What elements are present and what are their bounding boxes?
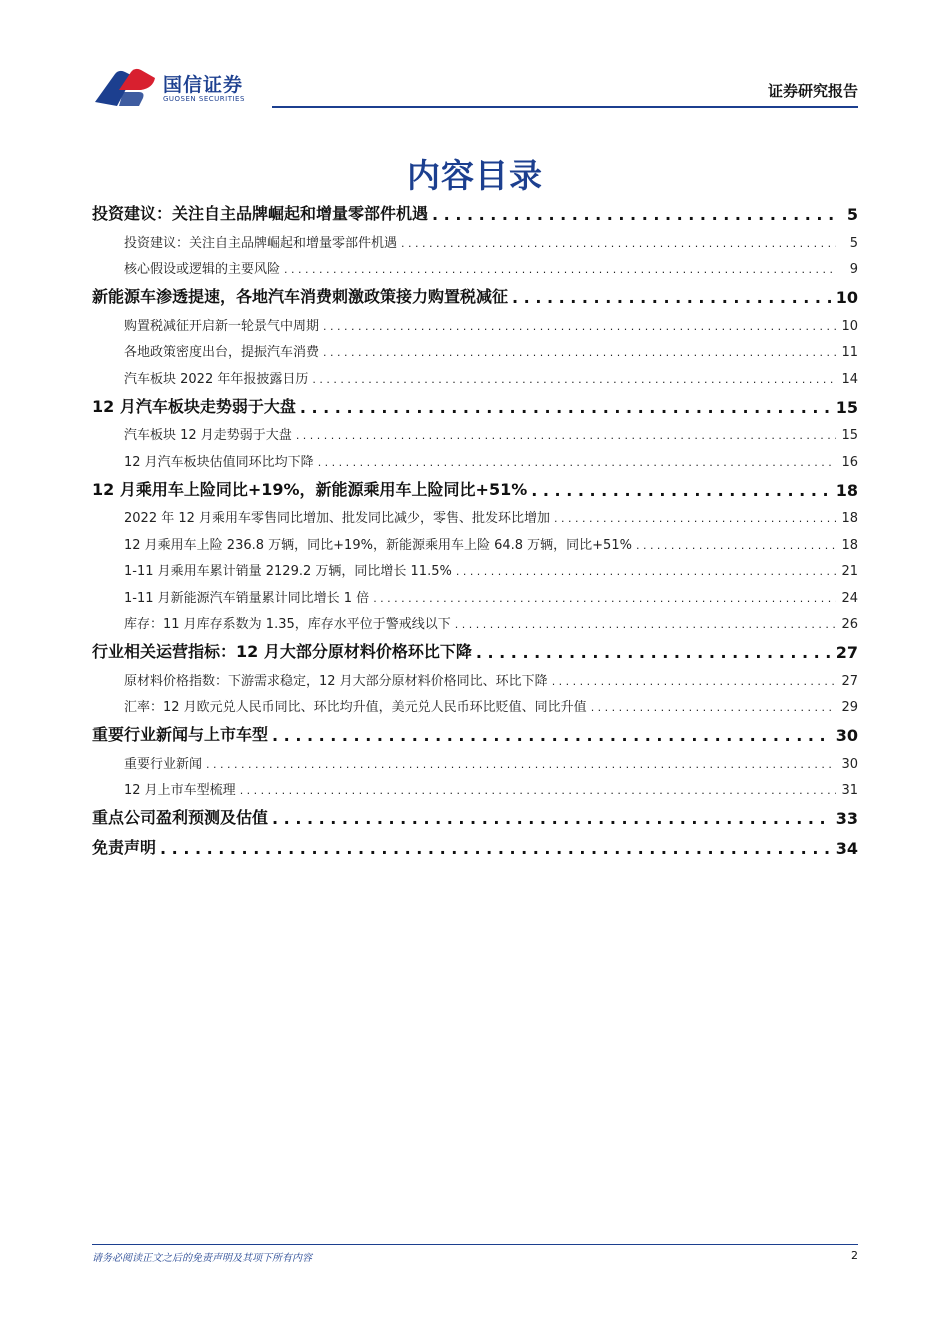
toc-entry-page: 18 bbox=[841, 511, 858, 526]
toc-entry-title: 1-11 月乘用车累计销量 2129.2 万辆，同比增长 11.5% bbox=[124, 564, 452, 579]
toc-entry-page: 15 bbox=[835, 397, 858, 417]
toc-leader-dots bbox=[531, 481, 831, 506]
table-of-contents bbox=[92, 200, 858, 864]
header-divider bbox=[272, 106, 858, 108]
toc-leader-dots bbox=[432, 205, 836, 230]
toc-entry-title: 12 月汽车板块走势弱于大盘 bbox=[92, 396, 296, 416]
toc-subsection-entry[interactable] bbox=[92, 585, 858, 612]
toc-entry-title: 原材料价格指数：下游需求稳定，12 月大部分原材料价格同比、环比下降 bbox=[124, 673, 548, 689]
toc-entry-page: 14 bbox=[841, 371, 858, 387]
toc-entry-page: 11 bbox=[841, 345, 858, 360]
toc-entry-title: 投资建议：关注自主品牌崛起和增量零部件机遇 bbox=[124, 235, 398, 251]
toc-subsection-entry[interactable] bbox=[92, 340, 858, 367]
toc-leader-dots bbox=[591, 700, 836, 721]
toc-entry-title: 12 月乘用车上险同比+19%，新能源乘用车上险同比+51% bbox=[92, 479, 528, 499]
toc-entry-page: 27 bbox=[841, 673, 858, 689]
toc-leader-dots bbox=[554, 511, 836, 532]
toc-leader-dots bbox=[455, 617, 836, 638]
toc-entry-page: 9 bbox=[849, 262, 858, 277]
toc-leader-dots bbox=[401, 236, 836, 257]
toc-subsection-entry[interactable] bbox=[92, 695, 858, 722]
toc-entry-page: 10 bbox=[835, 288, 858, 307]
toc-entry-page: 18 bbox=[835, 480, 858, 500]
logo-mark-icon bbox=[93, 66, 159, 108]
toc-leader-dots bbox=[160, 839, 832, 864]
page-number: 2 bbox=[851, 1249, 858, 1262]
toc-subsection-entry[interactable] bbox=[92, 230, 858, 257]
toc-entry-page: 33 bbox=[835, 809, 858, 828]
toc-leader-dots bbox=[284, 262, 836, 283]
footer-divider bbox=[92, 1244, 858, 1245]
toc-entry-title: 汽车板块 2022 年年报披露日历 bbox=[124, 371, 309, 387]
toc-section-entry[interactable] bbox=[92, 804, 858, 834]
toc-entry-title: 2022 年 12 月乘用车零售同比增加、批发同比减少，零售、批发环比增加 bbox=[124, 511, 551, 526]
toc-entry-page: 15 bbox=[841, 428, 858, 443]
toc-entry-page: 18 bbox=[841, 537, 858, 553]
company-logo bbox=[93, 66, 263, 110]
toc-leader-dots bbox=[240, 783, 836, 804]
toc-section-entry[interactable] bbox=[92, 200, 858, 230]
toc-entry-title: 重要行业新闻与上市车型 bbox=[92, 725, 269, 744]
toc-entry-title: 汽车板块 12 月走势弱于大盘 bbox=[124, 428, 292, 443]
toc-section-entry[interactable] bbox=[92, 283, 858, 313]
toc-subsection-entry[interactable] bbox=[92, 751, 858, 778]
toc-leader-dots bbox=[272, 809, 832, 834]
toc-entry-page: 21 bbox=[841, 564, 858, 579]
toc-section-entry[interactable] bbox=[92, 393, 858, 423]
toc-entry-page: 30 bbox=[835, 726, 858, 745]
toc-subsection-entry[interactable] bbox=[92, 423, 858, 450]
toc-subsection-entry[interactable] bbox=[92, 449, 858, 476]
toc-entry-title: 各地政策密度出台，提振汽车消费 bbox=[124, 345, 320, 360]
toc-leader-dots bbox=[272, 726, 832, 751]
toc-entry-title: 1-11 月新能源汽车销量累计同比增长 1 倍 bbox=[124, 590, 370, 606]
toc-entry-title: 重点公司盈利预测及估值 bbox=[92, 808, 269, 827]
toc-entry-title: 库存：11 月库存系数为 1.35，库存水平位于警戒线以下 bbox=[124, 617, 451, 632]
toc-leader-dots bbox=[323, 345, 836, 366]
logo-chinese-name: 国信证券 bbox=[163, 74, 244, 96]
logo-english-name: GUOSEN SECURITIES bbox=[163, 95, 245, 103]
report-type-label: 证券研究报告 bbox=[767, 82, 858, 100]
toc-entry-page: 31 bbox=[841, 783, 858, 798]
toc-entry-title: 新能源车渗透提速，各地汽车消费刺激政策接力购置税减征 bbox=[92, 287, 509, 306]
toc-entry-page: 27 bbox=[835, 643, 858, 662]
toc-entry-title: 重要行业新闻 bbox=[124, 756, 203, 772]
toc-leader-dots bbox=[552, 674, 836, 695]
toc-entry-title: 12 月汽车板块估值同环比均下降 bbox=[124, 454, 314, 470]
toc-leader-dots bbox=[476, 643, 832, 668]
toc-leader-dots bbox=[373, 591, 836, 612]
toc-entry-page: 10 bbox=[841, 318, 858, 334]
toc-section-entry[interactable] bbox=[92, 476, 858, 506]
toc-entry-page: 30 bbox=[841, 756, 858, 772]
toc-leader-dots bbox=[312, 372, 836, 393]
toc-subsection-entry[interactable] bbox=[92, 506, 858, 533]
toc-leader-dots bbox=[636, 538, 836, 559]
toc-section-entry[interactable] bbox=[92, 638, 858, 668]
toc-entry-title: 核心假设或逻辑的主要风险 bbox=[124, 262, 281, 277]
toc-subsection-entry[interactable] bbox=[92, 612, 858, 639]
toc-subsection-entry[interactable] bbox=[92, 559, 858, 586]
toc-entry-title: 12 月上市车型梳理 bbox=[124, 783, 236, 798]
toc-entry-title: 投资建议：关注自主品牌崛起和增量零部件机遇 bbox=[92, 204, 429, 223]
toc-leader-dots bbox=[296, 428, 836, 449]
toc-leader-dots bbox=[318, 455, 836, 476]
footer-disclaimer: 请务必阅读正文之后的免责声明及其项下所有内容 bbox=[92, 1253, 312, 1264]
toc-entry-page: 5 bbox=[846, 205, 858, 224]
toc-entry-title: 免责声明 bbox=[92, 838, 157, 857]
toc-entry-page: 16 bbox=[841, 454, 858, 470]
toc-entry-page: 26 bbox=[841, 617, 858, 632]
toc-subsection-entry[interactable] bbox=[92, 257, 858, 284]
toc-entry-title: 购置税减征开启新一轮景气中周期 bbox=[124, 318, 320, 334]
toc-entry-page: 24 bbox=[841, 590, 858, 606]
toc-subsection-entry[interactable] bbox=[92, 366, 858, 393]
toc-subsection-entry[interactable] bbox=[92, 778, 858, 805]
toc-subsection-entry[interactable] bbox=[92, 668, 858, 695]
toc-entry-page: 5 bbox=[849, 235, 858, 251]
toc-entry-page: 34 bbox=[835, 839, 858, 858]
toc-section-entry[interactable] bbox=[92, 834, 858, 864]
toc-subsection-entry[interactable] bbox=[92, 313, 858, 340]
toc-leader-dots bbox=[206, 757, 836, 778]
toc-leader-dots bbox=[323, 319, 836, 340]
toc-subsection-entry[interactable] bbox=[92, 532, 858, 559]
toc-section-entry[interactable] bbox=[92, 721, 858, 751]
toc-entry-page: 29 bbox=[841, 700, 858, 715]
toc-entry-title: 12 月乘用车上险 236.8 万辆，同比+19%，新能源乘用车上险 64.8 万辆，同比+51% bbox=[124, 537, 632, 553]
toc-leader-dots bbox=[300, 398, 832, 423]
toc-entry-title: 汇率：12 月欧元兑人民币同比、环比均升值，美元兑人民币环比贬值、同比升值 bbox=[124, 700, 587, 715]
toc-entry-title: 行业相关运营指标：12 月大部分原材料价格环比下降 bbox=[92, 642, 472, 661]
toc-leader-dots bbox=[456, 564, 836, 585]
toc-leader-dots bbox=[512, 288, 832, 313]
page-title: 内容目录 bbox=[407, 156, 543, 195]
